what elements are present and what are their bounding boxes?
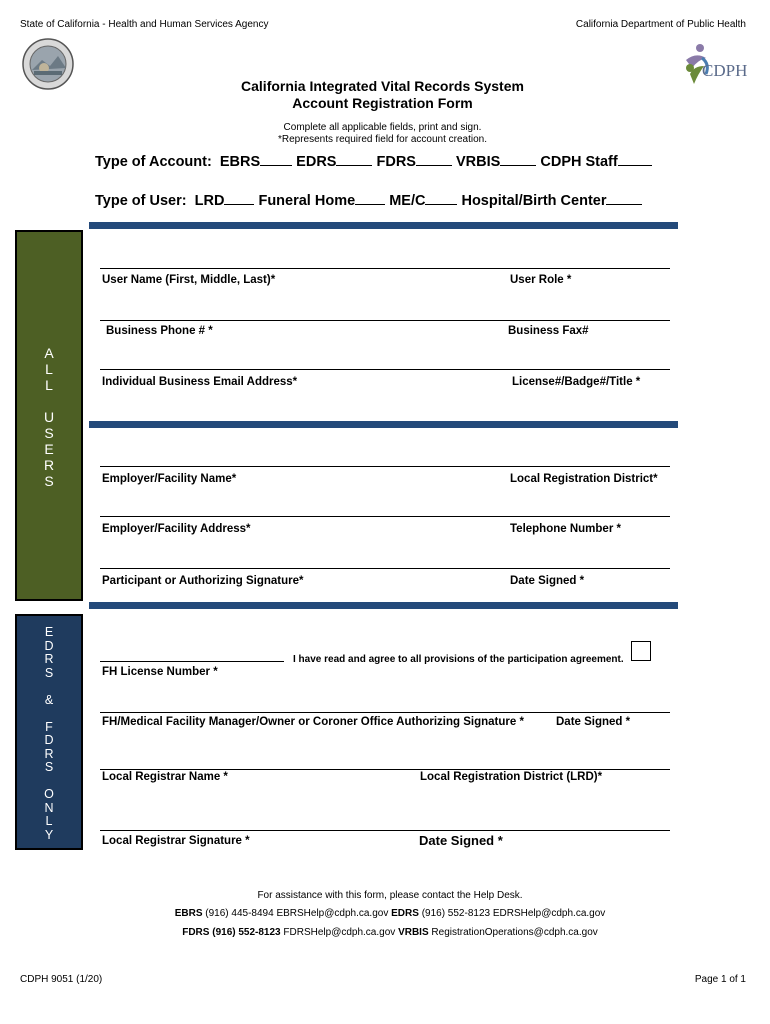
registrar-date-signed-label: Date Signed * [419, 833, 503, 848]
business-fax-label: Business Fax# [508, 325, 589, 337]
local-registration-district-label: Local Registration District* [510, 473, 658, 485]
user-role-label: User Role * [510, 274, 572, 286]
form-title-line1: California Integrated Vital Records System [241, 78, 524, 94]
section-divider-bottom [89, 602, 678, 609]
fdrs-email: FDRSHelp@cdph.ca.gov [283, 927, 396, 938]
agency-name: State of California - Health and Human Services Agency [20, 19, 269, 30]
account-option-cdph-staff: CDPH Staff [540, 154, 618, 170]
employer-address-line[interactable] [100, 516, 670, 517]
ebrs-contact: (916) 445-8494 EBRSHelp@cdph.ca.gov [205, 908, 389, 919]
account-option-ebrs: EBRS [219, 154, 261, 170]
manager-signature-label: FH/Medical Facility Manager/Owner or Coroner Office Authorizing Signature * [102, 716, 524, 728]
user-name-line[interactable] [100, 268, 670, 269]
account-fdrs-blank[interactable] [416, 151, 452, 166]
fh-license-line[interactable] [100, 661, 284, 662]
instruction-line1: Complete all applicable fields, print and sign. [283, 122, 482, 133]
fdrs-label: FDRS [182, 927, 210, 938]
department-name: California Department of Public Health [575, 19, 746, 30]
user-hospital-blank[interactable] [606, 190, 642, 205]
cdph-logo-text: CDPH [702, 61, 748, 80]
user-mec-blank[interactable] [425, 190, 457, 205]
user-option-hospital: Hospital/Birth Center [461, 193, 607, 209]
registrar-name-line[interactable] [100, 769, 670, 770]
all-users-side-label: A L L U S E R S [15, 230, 83, 601]
license-label: License#/Badge#/Title * [512, 376, 641, 388]
fh-license-label: FH License Number * [102, 666, 218, 678]
vrbis-contact: RegistrationOperations@cdph.ca.gov [431, 927, 598, 938]
account-edrs-blank[interactable] [336, 151, 372, 166]
help-line-fdrs-vrbis [0, 927, 770, 938]
user-option-funeral-home: Funeral Home [258, 193, 356, 209]
account-option-fdrs: FDRS [376, 154, 416, 170]
email-label: Individual Business Email Address* [102, 376, 298, 388]
account-vrbis-blank[interactable] [500, 151, 536, 166]
user-option-mec: ME/C [389, 193, 426, 209]
employer-name-label: Employer/Facility Name* [102, 473, 237, 485]
registrar-name-label: Local Registrar Name * [102, 771, 228, 783]
registrar-signature-label: Local Registrar Signature * [102, 835, 250, 847]
ebrs-label: EBRS [174, 908, 203, 919]
section-divider-middle [89, 421, 678, 428]
edrs-contact: (916) 552-8123 EDRSHelp@cdph.ca.gov [421, 908, 606, 919]
business-phone-line[interactable] [100, 320, 670, 321]
account-option-vrbis: VRBIS [456, 154, 501, 170]
vrbis-label: VRBIS [398, 927, 429, 938]
date-signed-label: Date Signed * [510, 575, 585, 587]
edrs-label: EDRS [391, 908, 419, 919]
help-line-ebrs-edrs [0, 908, 770, 919]
user-option-lrd: LRD [194, 193, 225, 209]
employer-name-line[interactable] [100, 466, 670, 467]
user-type-label: Type of User: [95, 193, 187, 209]
fh-date-signed-label: Date Signed * [556, 716, 631, 728]
manager-signature-line[interactable] [100, 712, 670, 713]
registrar-signature-line[interactable] [100, 830, 670, 831]
page-number: Page 1 of 1 [694, 974, 746, 985]
account-type-row [95, 151, 652, 170]
fdrs-phone: (916) 552-8123 [212, 927, 281, 938]
help-intro: For assistance with this form, please contact the Help Desk. [257, 890, 523, 901]
email-line[interactable] [100, 369, 670, 370]
lrd-label: Local Registration District (LRD)* [420, 771, 603, 783]
user-type-row [95, 190, 642, 209]
form-number: CDPH 9051 (1/20) [20, 974, 103, 985]
account-option-edrs: EDRS [296, 154, 337, 170]
form-title-line2: Account Registration Form [292, 95, 473, 111]
agreement-text: I have read and agree to all provisions of the participation agreement. [293, 654, 624, 665]
business-phone-label: Business Phone # * [106, 325, 213, 337]
account-type-label: Type of Account: [95, 154, 212, 170]
user-lrd-blank[interactable] [224, 190, 254, 205]
user-name-label: User Name (First, Middle, Last)* [102, 274, 276, 286]
section-divider-top [89, 222, 678, 229]
user-funeral-home-blank[interactable] [355, 190, 385, 205]
edrs-fdrs-side-label: E D R S & F D R S O N L Y [15, 614, 83, 850]
telephone-label: Telephone Number * [510, 523, 621, 535]
account-cdph-staff-blank[interactable] [618, 151, 652, 166]
instruction-line2: *Represents required field for account creation. [277, 134, 487, 145]
agreement-checkbox[interactable] [631, 641, 651, 661]
participant-signature-line[interactable] [100, 568, 670, 569]
account-ebrs-blank[interactable] [260, 151, 292, 166]
employer-address-label: Employer/Facility Address* [102, 523, 251, 535]
participant-signature-label: Participant or Authorizing Signature* [102, 575, 304, 587]
